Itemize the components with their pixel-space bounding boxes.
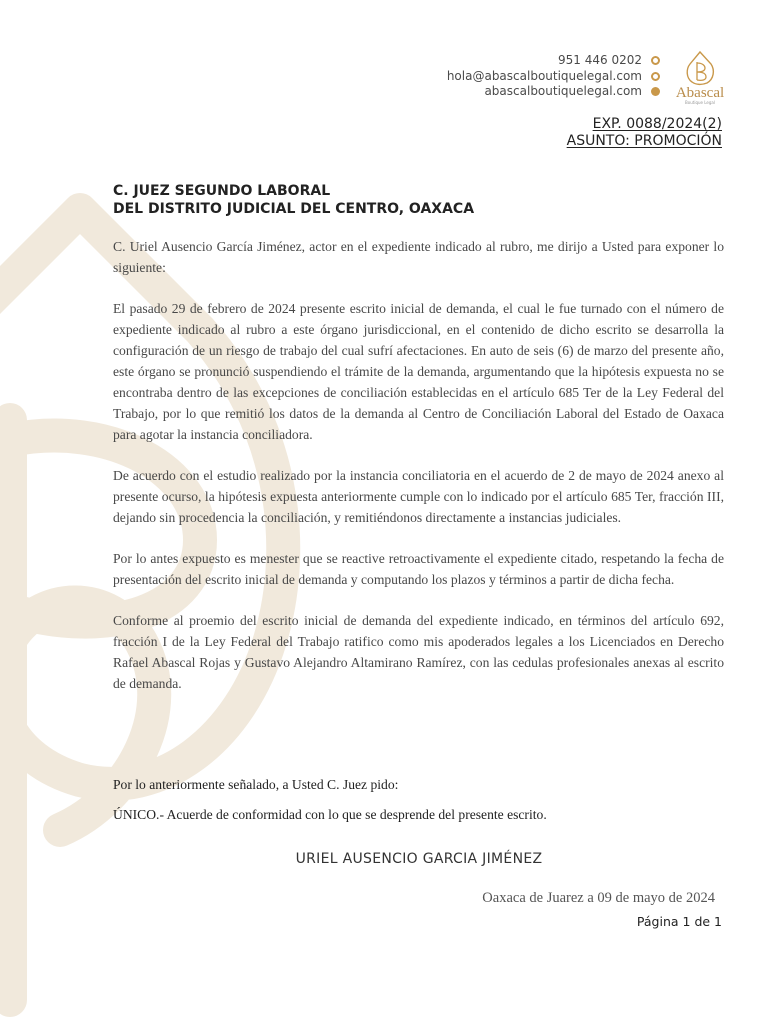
- petition-block: [113, 774, 724, 834]
- logo-mark-icon: [685, 50, 715, 86]
- signer-name: URIEL AUSENCIO GARCIA JIMÉNEZ: [295, 851, 543, 867]
- addressee-line-2: DEL DISTRITO JUDICIAL DEL CENTRO, OAXACA: [113, 201, 475, 217]
- petition-intro: Por lo anteriormente señalado, a Usted C. Juez pido:: [113, 777, 399, 792]
- contact-block: [447, 53, 660, 100]
- expediente-number: EXP. 0088/2024(2): [592, 116, 722, 132]
- case-reference: [567, 116, 722, 150]
- location-icon: [651, 87, 660, 96]
- email-link[interactable]: hola@abascalboutiquelegal.com: [446, 68, 642, 83]
- body-paragraph: De acuerdo con el estudio realizado por la instancia conciliatoria en el acuerdo de 2 de mayo de 2024 anexo al presente ocurso, la hipótesis expuesta anteriormente cumple con lo indicado por el artículo 685 Ter, fracción III, dejando sin procedencia la conciliación, y remitiéndonos directamente a instancias judiciales.: [113, 468, 724, 525]
- petition-unico: ÚNICO.- Acuerde de conformidad con lo que se desprende del presente escrito.: [113, 807, 547, 822]
- addressee: [113, 182, 474, 218]
- phone-icon: [651, 56, 660, 65]
- body-paragraph: El pasado 29 de febrero de 2024 presente escrito inicial de demanda, el cual le fue turnado con el número de expediente indicado al rubro a este órgano jurisdiccional, en el contenido de dicho escrito se desarrolla la configuración de un riesgo de trabajo del cual sufrí afectaciones. En auto de seis (6) de marzo del presente año, este órgano se pronunció suspendiendo el trámite de la demanda, argumentando que la hipótesis expuesta no se encontraba dentro de las excepciones de conciliación establecidas en el artículo 685 Ter de la Ley Federal del Trabajo, por lo que remitió los datos de la demanda al Centro de Conciliación Laboral del Estado de Oaxaca para agotar la instancia conciliadora.: [113, 301, 724, 442]
- logo-subtitle: Boutique Legal: [685, 100, 715, 105]
- website-row: [447, 84, 660, 100]
- mail-icon: [651, 72, 660, 81]
- phone-row: [447, 53, 660, 69]
- email-row: [447, 69, 660, 85]
- place-date: Oaxaca de Juarez a 09 de mayo de 2024: [482, 890, 715, 906]
- body-paragraph: C. Uriel Ausencio García Jiménez, actor en el expediente indicado al rubro, me dirijo a Usted para exponer lo siguiente:: [113, 239, 724, 275]
- website-link[interactable]: abascalboutiquelegal.com: [484, 84, 642, 98]
- company-logo: [665, 50, 735, 112]
- body-paragraph: Conforme al proemio del escrito inicial de demanda del expediente indicado, en términos del artículo 692, fracción I de la Ley Federal del Trabajo ratifico como mis apoderados legales a los Licenciados en Derecho Rafael Abascal Rojas y Gustavo Alejandro Altamirano Ramírez, con las cedulas profesionales anexas al escrito de demanda.: [113, 613, 724, 691]
- body-paragraph: Por lo antes expuesto es menester que se reactive retroactivamente el expediente citado, respetando la fecha de presentación del escrito inicial de demanda y computando los plazos y términos a partir de dicha fecha.: [113, 551, 724, 587]
- logo-name: Abascal: [675, 85, 725, 101]
- phone-text: 951 446 0202: [558, 53, 642, 67]
- addressee-line-1: C. JUEZ SEGUNDO LABORAL: [113, 183, 331, 199]
- asunto-line: ASUNTO: PROMOCIÓN: [566, 133, 722, 149]
- letter-body: [113, 236, 724, 714]
- page-number: Página 1 de 1: [636, 914, 722, 929]
